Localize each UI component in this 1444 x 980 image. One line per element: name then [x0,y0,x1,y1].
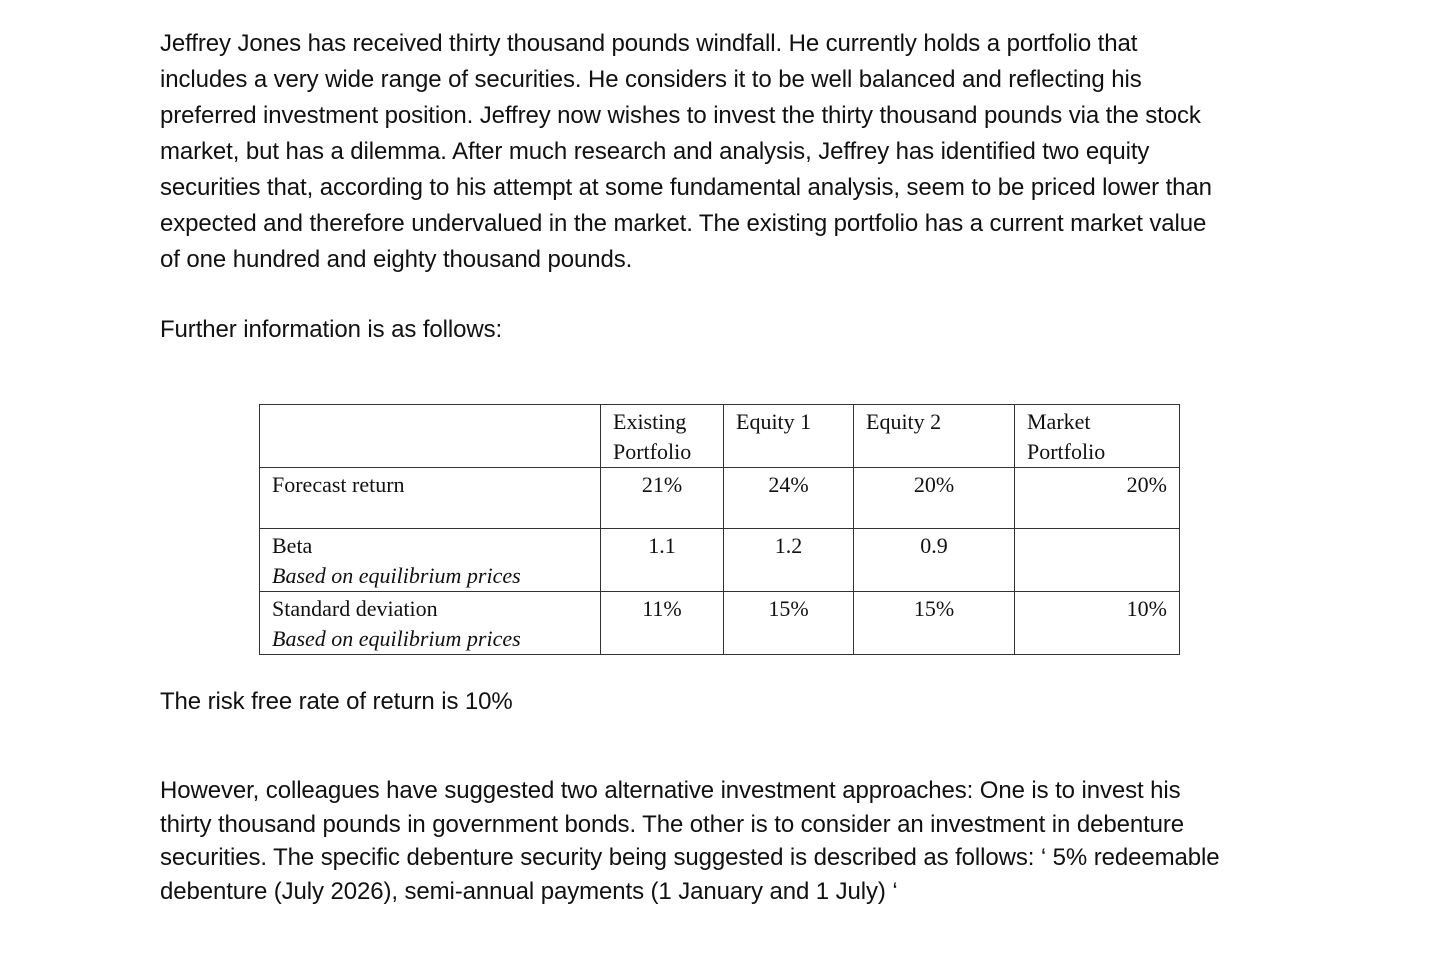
cell-equity2-beta: 0.9 [854,529,1015,592]
intro-line: preferred investment position. Jeffrey now wishes to invest the thirty thousand pounds via the stock [160,102,1201,129]
cell-equity2-sd: 15% [854,592,1015,655]
header-cell-blank [260,405,601,468]
header-cell-equity-2 [854,405,1015,468]
cell-equity1-forecast: 24% [724,468,854,529]
cell-equity1-beta: 1.2 [724,529,854,592]
cell-existing-forecast: 21% [601,468,724,529]
header-line: Portfolio [1027,439,1106,464]
cell-existing-beta: 1.1 [601,529,724,592]
table-row [260,529,1180,592]
intro-line: expected and therefore undervalued in the market. The existing portfolio has a current market value [160,210,1207,237]
row-label-text: Beta [272,533,313,558]
intro-paragraph [160,26,1212,278]
header-cell-equity-1 [724,405,854,468]
cell-market-beta [1015,529,1180,592]
header-cell-existing-portfolio [601,405,724,468]
further-info-text [160,312,502,348]
row-label-forecast-return [260,468,601,529]
row-sublabel-text: Based on equilibrium prices [272,626,521,651]
intro-line: Jeffrey Jones has received thirty thousand pounds windfall. He currently holds a portfolio that [160,30,1138,57]
header-line: Market [1027,409,1091,434]
row-label-standard-deviation [260,592,601,655]
risk-free-text [160,684,513,720]
closing-line: thirty thousand pounds in government bonds. The other is to consider an investment in debenture [160,810,1185,838]
closing-line: However, colleagues have suggested two alternative investment approaches: One is to invest his [160,777,1181,804]
row-label-text: Standard deviation [272,596,438,621]
closing-line: securities. The specific debenture security being suggested is described as follows: ‘ 5% redeemable [160,844,1220,871]
row-label-text: Forecast return [272,472,405,497]
closing-line: debenture (July 2026), semi-annual payments (1 January and 1 July) ‘ [160,877,898,905]
cell-equity2-forecast: 20% [854,468,1015,529]
intro-line: securities that, according to his attempt at some fundamental analysis, seem to be priced lower than [160,174,1212,201]
header-cell-market-portfolio [1015,405,1180,468]
intro-line: of one hundred and eighty thousand pounds. [160,246,633,273]
further-info-line: Further information is as follows: [160,316,503,343]
table-row [260,592,1180,655]
table-header-row [260,405,1180,468]
risk-free-line: The risk free rate of return is 10% [160,688,513,715]
info-table [259,404,1180,655]
row-label-beta [260,529,601,592]
table-row [260,468,1180,529]
intro-line: market, but has a dilemma. After much research and analysis, Jeffrey has identified two equity [160,138,1150,165]
closing-paragraph [160,774,1219,908]
cell-equity1-sd: 15% [724,592,854,655]
header-line: Existing [613,409,687,434]
row-sublabel-text: Based on equilibrium prices [272,563,521,588]
header-line: Equity 2 [866,409,942,434]
cell-existing-sd: 11% [601,592,724,655]
header-line: Portfolio [613,439,692,464]
intro-line: includes a very wide range of securities. He considers it to be well balanced and reflecting his [160,66,1142,93]
cell-market-forecast: 20% [1015,468,1180,529]
header-line: Equity 1 [736,409,812,434]
cell-market-sd: 10% [1015,592,1180,655]
